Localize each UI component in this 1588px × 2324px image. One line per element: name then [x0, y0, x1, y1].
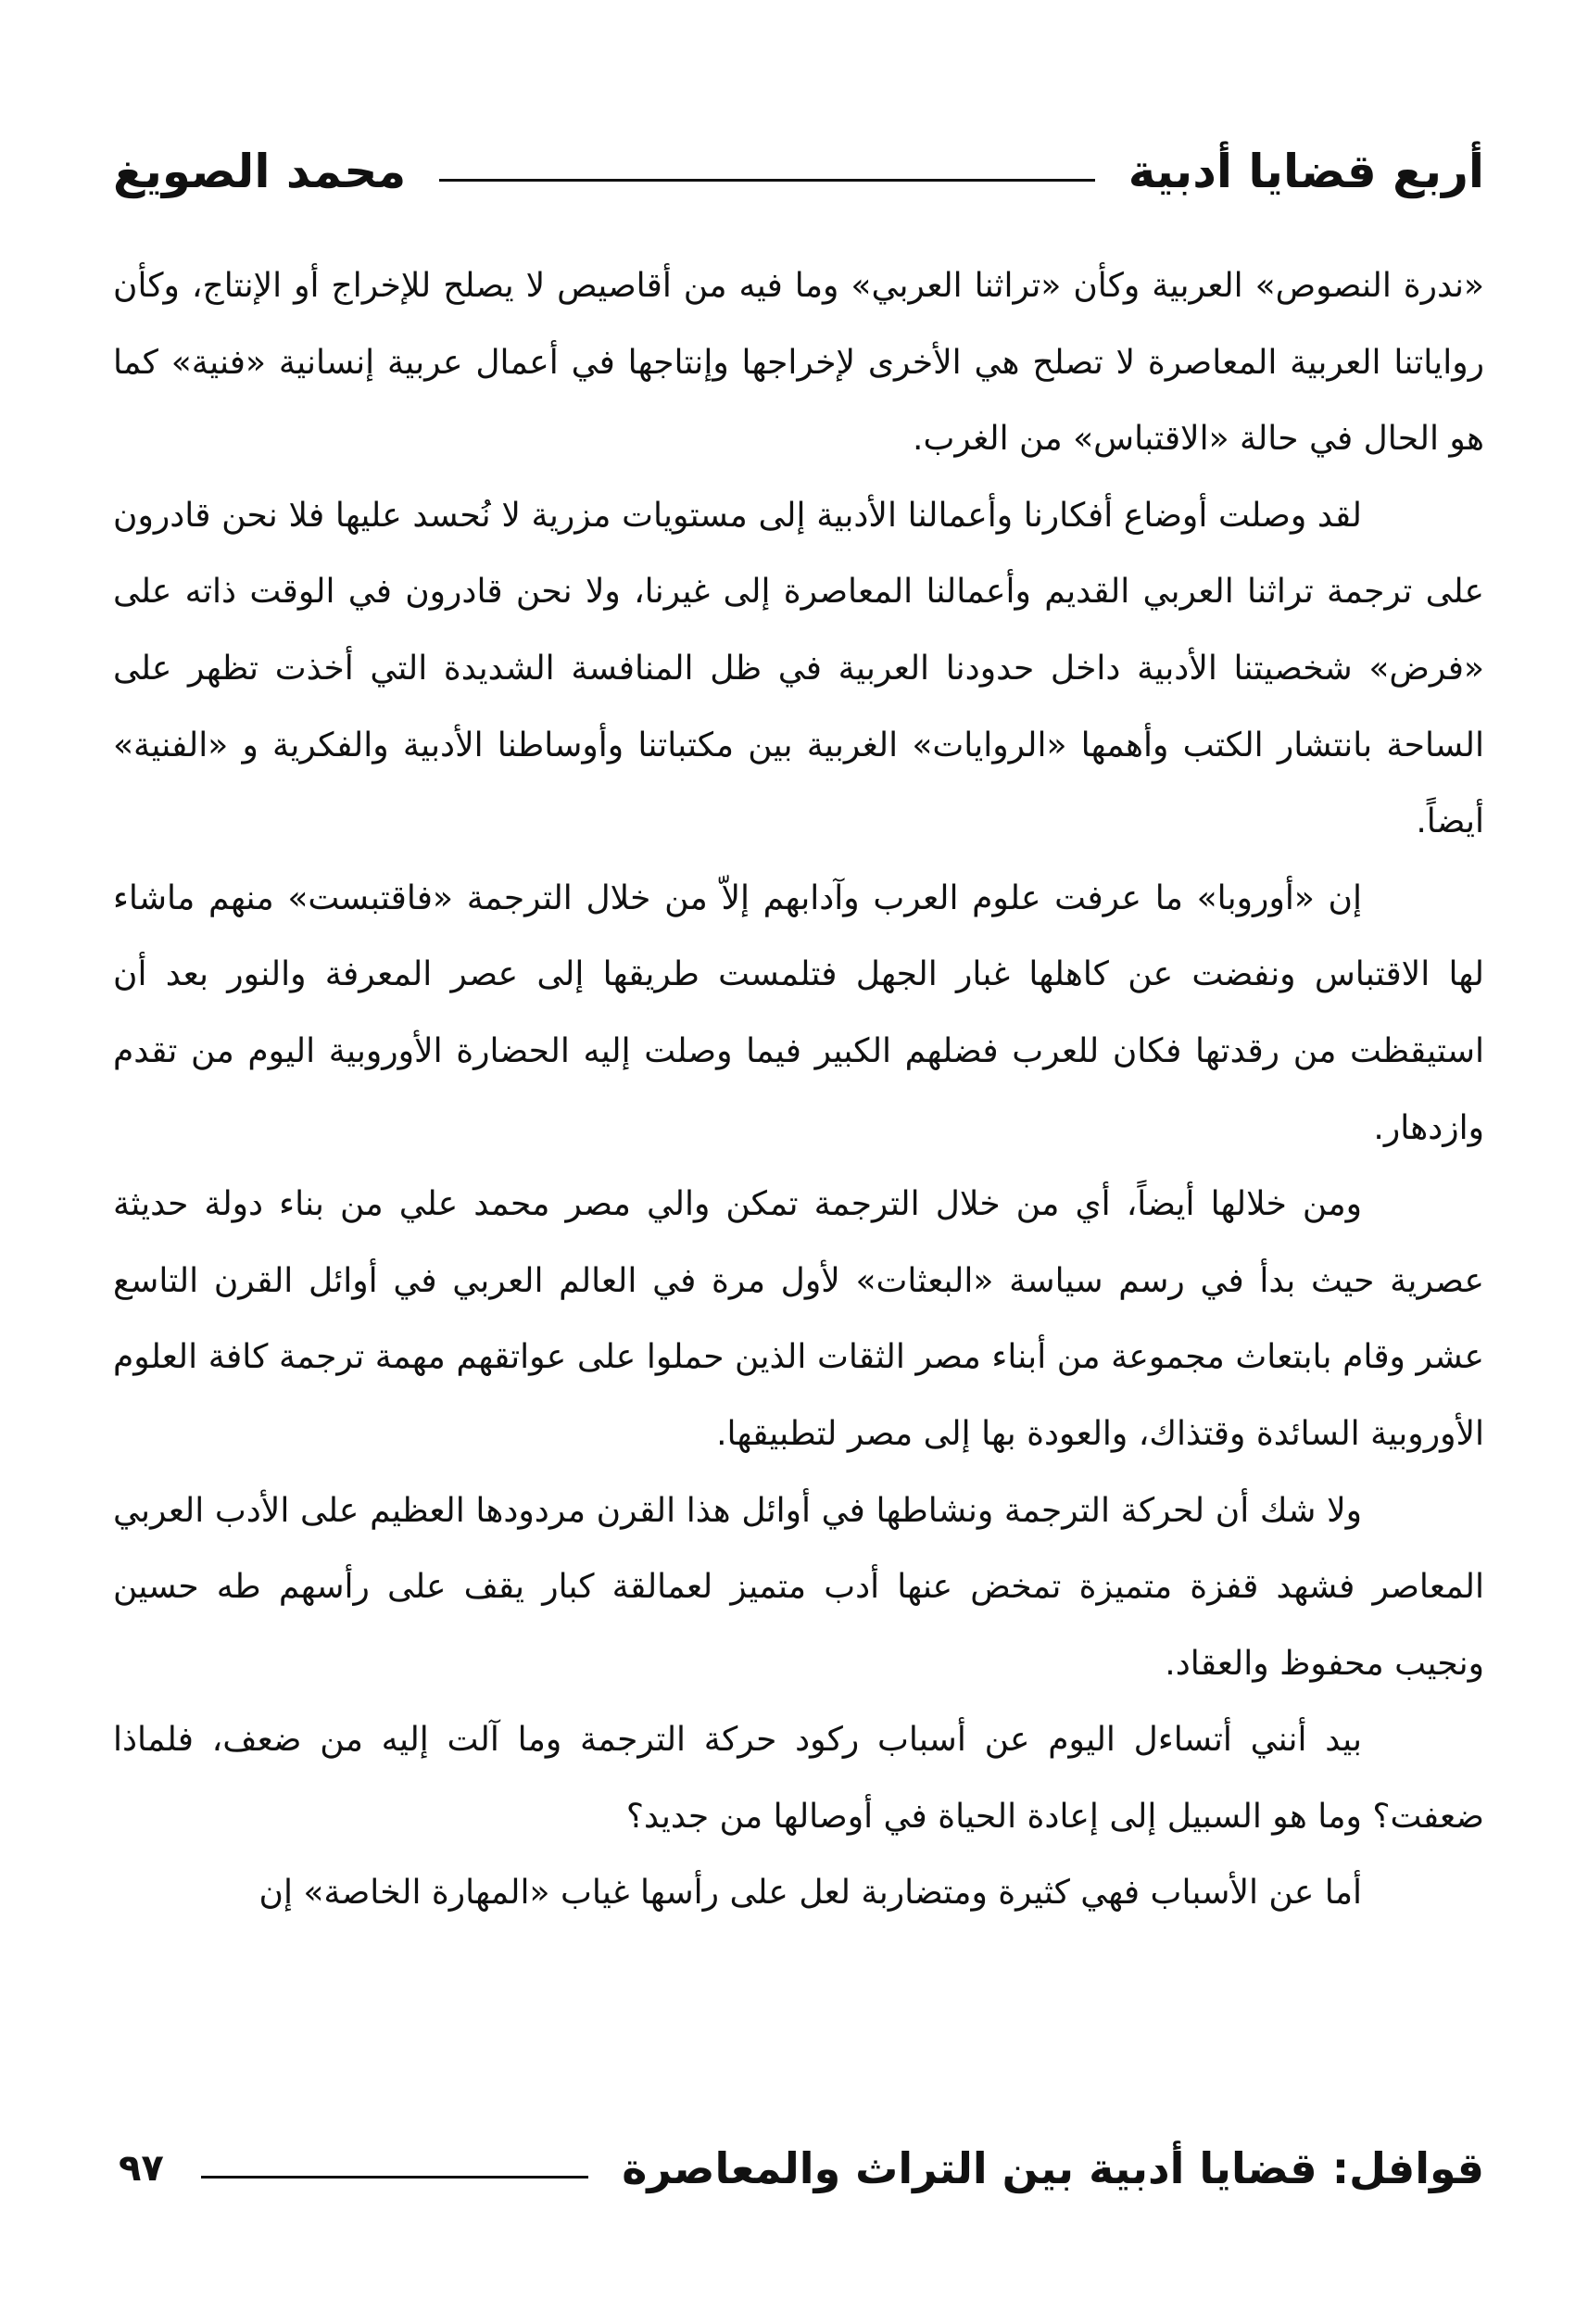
paragraph: ومن خلالها أيضاً، أي من خلال الترجمة تمكن والي مصر محمد علي من بناء دولة حديثة عصرية حيث بدأ في رسم سياسة «البعثات» لأول مرة في العالم العربي في أوائل القرن التاسع عشر وقام بابتعاث مجموعة من أبناء مصر الثقات الذين حملوا على عواتقهم مهمة ترجمة كافة العلوم الأوروبية السائدة وقتذاك، والعودة بها إلى مصر لتطبيقها.	[113, 1185, 1484, 1453]
paragraph: لقد وصلت أوضاع أفكارنا وأعمالنا الأدبية إلى مستويات مزرية لا نُحسد عليها فلا نحن قادرون على ترجمة تراثنا العربي القديم وأعمالنا المعاصرة إلى غيرنا، ولا نحن قادرون في الوقت ذاته على «فرض» شخصيتنا الأدبية داخل حدودنا العربية في ظل المنافسة الشديدة التي أخذت تظهر على الساحة بانتشار الكتب وأهمها «الروايات» الغربية بين مكتباتنا وأوساطنا الأدبية والفكرية و «الفنية» أيضاً.	[113, 496, 1484, 841]
footer-rule	[201, 2176, 588, 2179]
series-title: قوافل: قضايا أدبية بين التراث والمعاصرة	[622, 2143, 1484, 2193]
running-footer	[113, 2131, 1484, 2205]
body-text	[113, 248, 1484, 1932]
paragraph: إن «أوروبا» ما عرفت علوم العرب وآدابهم إلاّ من خلال الترجمة «فاقتبست» منهم ماشاء لها الاقتباس ونفضت عن كاهلها غبار الجهل فتلمست طريقها إلى عصر المعرفة والنور بعد أن استيقظت من رقدتها فكان للعرب فضلهم الكبير فيما وصلت إليه الحضارة الأوروبية اليوم من تقدم وازدهار.	[113, 878, 1484, 1147]
paragraph: ولا شك أن لحركة الترجمة ونشاطها في أوائل هذا القرن مردودها العظيم على الأدب العربي المعاصر فشهد قفزة متميزة تمخض عنها أدب متميز لعمالقة كبار يقف على رأسهم طه حسين ونجيب محفوظ والعقاد.	[113, 1491, 1484, 1683]
paragraph: بيد أنني أتساءل اليوم عن أسباب ركود حركة الترجمة وما آلت إليه من ضعف، فلماذا ضعفت؟ وما هو السبيل إلى إعادة الحياة في أوصالها من جديد؟	[113, 1721, 1484, 1836]
header-rule	[439, 179, 1094, 182]
page-number: ٩٧	[119, 2147, 164, 2190]
running-header	[113, 130, 1484, 213]
author-name: محمد الصويغ	[113, 145, 407, 198]
paragraph: «ندرة النصوص» العربية وكأن «تراثنا العربي» وما فيه من أقاصيص لا يصلح للإخراج أو الإنتاج، وكأن رواياتنا العربية المعاصرة لا تصلح هي الأخرى لإخراجها وإنتاجها في أعمال عربية إنسانية «فنية» كما هو الحال في حالة «الاقتباس» من الغرب.	[113, 267, 1484, 459]
paragraph: أما عن الأسباب فهي كثيرة ومتضاربة لعل على رأسها غياب «المهارة الخاصة» إن	[258, 1874, 1362, 1913]
book-title: أربع قضايا أدبية	[1128, 145, 1484, 198]
